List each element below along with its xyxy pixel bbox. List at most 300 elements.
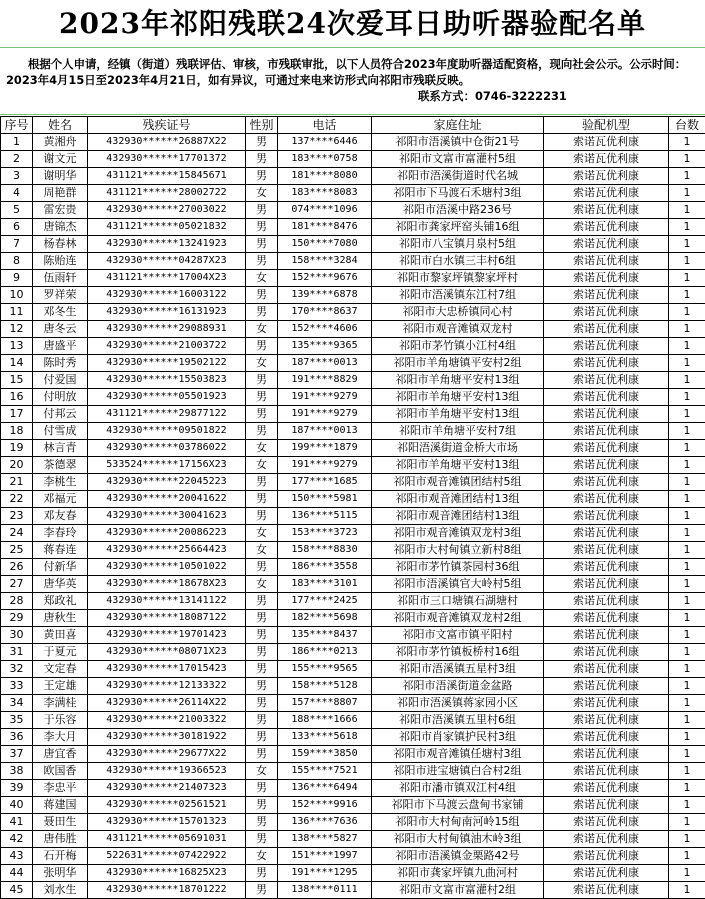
cell-phone: 181****8080 bbox=[278, 168, 372, 185]
col-header-count: 台数 bbox=[669, 117, 705, 134]
cell-address: 祁阳市浯溪镇金栗路42号 bbox=[372, 848, 544, 865]
cell-name: 周艳群 bbox=[33, 185, 88, 202]
cell-count: 1 bbox=[669, 474, 705, 491]
cell-count: 1 bbox=[669, 321, 705, 338]
cell-index: 2 bbox=[1, 151, 33, 168]
cell-model: 索诺瓦优利康 bbox=[544, 202, 669, 219]
cell-index: 17 bbox=[1, 406, 33, 423]
cell-count: 1 bbox=[669, 695, 705, 712]
cell-cert-no: 431121******29877122 bbox=[88, 406, 246, 423]
cell-address: 祁阳市茅竹镇板桥村16组 bbox=[372, 644, 544, 661]
cell-index: 7 bbox=[1, 236, 33, 253]
cell-model: 索诺瓦优利康 bbox=[544, 882, 669, 899]
table-row bbox=[1, 253, 705, 270]
table-row bbox=[1, 593, 705, 610]
cell-cert-no: 432930******19701423 bbox=[88, 627, 246, 644]
cell-model: 索诺瓦优利康 bbox=[544, 695, 669, 712]
cell-cert-no: 432930******26114X22 bbox=[88, 695, 246, 712]
table-row bbox=[1, 406, 705, 423]
cell-address: 祁阳市八宝镇月泉村5组 bbox=[372, 236, 544, 253]
table-row bbox=[1, 848, 705, 865]
cell-address: 祁阳市茅竹镇小江村4组 bbox=[372, 338, 544, 355]
cell-gender: 女 bbox=[246, 848, 278, 865]
table-row bbox=[1, 151, 705, 168]
cell-gender: 男 bbox=[246, 168, 278, 185]
cell-gender: 女 bbox=[246, 355, 278, 372]
cell-cert-no: 431121******15845671 bbox=[88, 168, 246, 185]
cell-cert-no: 432930******25664423 bbox=[88, 542, 246, 559]
cell-gender: 男 bbox=[246, 814, 278, 831]
cell-model: 索诺瓦优利康 bbox=[544, 848, 669, 865]
cell-address: 祁阳市龚家坪窑头铺16组 bbox=[372, 219, 544, 236]
cell-gender: 男 bbox=[246, 202, 278, 219]
cell-cert-no: 522631******07422922 bbox=[88, 848, 246, 865]
cell-gender: 男 bbox=[246, 831, 278, 848]
cell-index: 9 bbox=[1, 270, 33, 287]
table-row bbox=[1, 780, 705, 797]
cell-cert-no: 432930******15503823 bbox=[88, 372, 246, 389]
cell-gender: 男 bbox=[246, 627, 278, 644]
table-row bbox=[1, 321, 705, 338]
cell-phone: 191****8829 bbox=[278, 372, 372, 389]
cell-name: 李大月 bbox=[33, 729, 88, 746]
cell-gender: 男 bbox=[246, 695, 278, 712]
cell-name: 唐伟胜 bbox=[33, 831, 88, 848]
cell-address: 祁阳市龚家坪镇九曲河村 bbox=[372, 865, 544, 882]
cell-index: 11 bbox=[1, 304, 33, 321]
cell-count: 1 bbox=[669, 457, 705, 474]
cell-gender: 男 bbox=[246, 678, 278, 695]
page-title: 2023年祁阳残联24次爱耳日助听器验配名单 bbox=[0, 0, 705, 48]
cell-address: 祁阳市文富市镇平阳村 bbox=[372, 627, 544, 644]
cell-name: 邓福元 bbox=[33, 491, 88, 508]
table-row bbox=[1, 559, 705, 576]
cell-gender: 男 bbox=[246, 559, 278, 576]
cell-cert-no: 432930******18678X23 bbox=[88, 576, 246, 593]
cell-cert-no: 432930******30181922 bbox=[88, 729, 246, 746]
cell-phone: 152****4606 bbox=[278, 321, 372, 338]
cell-address: 祁阳市羊角塘平安村13组 bbox=[372, 389, 544, 406]
cell-index: 42 bbox=[1, 831, 33, 848]
cell-address: 祁阳市羊角塘镇平安村2组 bbox=[372, 355, 544, 372]
cell-model: 索诺瓦优利康 bbox=[544, 525, 669, 542]
cell-name: 刘水生 bbox=[33, 882, 88, 899]
cell-address: 祁阳浯溪街道金桥大市场 bbox=[372, 440, 544, 457]
cell-index: 34 bbox=[1, 695, 33, 712]
cell-name: 罗祥荣 bbox=[33, 287, 88, 304]
cell-phone: 135****9365 bbox=[278, 338, 372, 355]
cell-phone: 186****0213 bbox=[278, 644, 372, 661]
cell-count: 1 bbox=[669, 712, 705, 729]
cell-phone: 199****1879 bbox=[278, 440, 372, 457]
col-header-name: 姓名 bbox=[33, 117, 88, 134]
table-row bbox=[1, 304, 705, 321]
cell-model: 索诺瓦优利康 bbox=[544, 644, 669, 661]
cell-name: 付雪成 bbox=[33, 423, 88, 440]
table-row bbox=[1, 389, 705, 406]
cell-name: 蒋建国 bbox=[33, 797, 88, 814]
cell-index: 18 bbox=[1, 423, 33, 440]
cell-address: 祁阳市观音滩镇双龙村3组 bbox=[372, 525, 544, 542]
cell-address: 祁阳市羊角塘平安村13组 bbox=[372, 457, 544, 474]
cell-name: 黄湘舟 bbox=[33, 134, 88, 151]
table-row bbox=[1, 270, 705, 287]
cell-model: 索诺瓦优利康 bbox=[544, 610, 669, 627]
cell-count: 1 bbox=[669, 644, 705, 661]
cell-cert-no: 432930******18701222 bbox=[88, 882, 246, 899]
cell-index: 21 bbox=[1, 474, 33, 491]
cell-count: 1 bbox=[669, 287, 705, 304]
cell-model: 索诺瓦优利康 bbox=[544, 831, 669, 848]
cell-cert-no: 432930******15701323 bbox=[88, 814, 246, 831]
cell-name: 石开梅 bbox=[33, 848, 88, 865]
cell-phone: 151****1997 bbox=[278, 848, 372, 865]
cell-cert-no: 432930******13241923 bbox=[88, 236, 246, 253]
cell-cert-no: 432930******19502122 bbox=[88, 355, 246, 372]
cell-cert-no: 432930******16003122 bbox=[88, 287, 246, 304]
cell-phone: 186****3558 bbox=[278, 559, 372, 576]
cell-phone: 177****2425 bbox=[278, 593, 372, 610]
cell-model: 索诺瓦优利康 bbox=[544, 678, 669, 695]
table-row bbox=[1, 185, 705, 202]
cell-cert-no: 432930******30041623 bbox=[88, 508, 246, 525]
cell-index: 26 bbox=[1, 559, 33, 576]
cell-model: 索诺瓦优利康 bbox=[544, 491, 669, 508]
cell-count: 1 bbox=[669, 559, 705, 576]
cell-model: 索诺瓦优利康 bbox=[544, 372, 669, 389]
cell-cert-no: 432930******12133322 bbox=[88, 678, 246, 695]
cell-count: 1 bbox=[669, 780, 705, 797]
cell-count: 1 bbox=[669, 729, 705, 746]
table-row bbox=[1, 423, 705, 440]
cell-phone: 139****6878 bbox=[278, 287, 372, 304]
cell-index: 44 bbox=[1, 865, 33, 882]
cell-gender: 女 bbox=[246, 270, 278, 287]
cell-address: 祁阳市潘市镇双江村4组 bbox=[372, 780, 544, 797]
notice-block bbox=[0, 48, 705, 115]
table-row bbox=[1, 644, 705, 661]
cell-model: 索诺瓦优利康 bbox=[544, 389, 669, 406]
table-row bbox=[1, 627, 705, 644]
cell-name: 唐冬云 bbox=[33, 321, 88, 338]
cell-name: 于乐容 bbox=[33, 712, 88, 729]
cell-gender: 男 bbox=[246, 661, 278, 678]
cell-address: 祁阳市观音滩镇双龙村2组 bbox=[372, 610, 544, 627]
table-row bbox=[1, 236, 705, 253]
cell-index: 39 bbox=[1, 780, 33, 797]
cell-name: 蒋春连 bbox=[33, 542, 88, 559]
cell-address: 祁阳市茅竹镇茶园村36组 bbox=[372, 559, 544, 576]
cell-address: 祁阳市浯溪街道金盆路 bbox=[372, 678, 544, 695]
cell-gender: 男 bbox=[246, 729, 278, 746]
cell-address: 祁阳市浯溪镇东江村7组 bbox=[372, 287, 544, 304]
cell-model: 索诺瓦优利康 bbox=[544, 287, 669, 304]
cell-gender: 男 bbox=[246, 797, 278, 814]
cell-gender: 男 bbox=[246, 712, 278, 729]
cell-phone: 135****8437 bbox=[278, 627, 372, 644]
cell-name: 唐秋生 bbox=[33, 610, 88, 627]
cell-index: 8 bbox=[1, 253, 33, 270]
cell-name: 唐锦杰 bbox=[33, 219, 88, 236]
cell-cert-no: 431121******05021832 bbox=[88, 219, 246, 236]
cell-index: 15 bbox=[1, 372, 33, 389]
table-row bbox=[1, 729, 705, 746]
cell-phone: 177****1685 bbox=[278, 474, 372, 491]
cell-gender: 男 bbox=[246, 406, 278, 423]
cell-address: 祁阳市浯溪镇五星村3组 bbox=[372, 661, 544, 678]
cell-gender: 男 bbox=[246, 287, 278, 304]
cell-address: 祁阳市大村甸镇油木岭3组 bbox=[372, 831, 544, 848]
table-row bbox=[1, 831, 705, 848]
cell-cert-no: 432930******21407323 bbox=[88, 780, 246, 797]
cell-name: 李满桂 bbox=[33, 695, 88, 712]
cell-name: 唐盛平 bbox=[33, 338, 88, 355]
cell-model: 索诺瓦优利康 bbox=[544, 559, 669, 576]
cell-cert-no: 432930******20041622 bbox=[88, 491, 246, 508]
cell-cert-no: 432930******26887X22 bbox=[88, 134, 246, 151]
cell-address: 祁阳市下马渡云盘甸书家铺 bbox=[372, 797, 544, 814]
cell-phone: 138****0111 bbox=[278, 882, 372, 899]
cell-address: 祁阳市大忠桥镇同心村 bbox=[372, 304, 544, 321]
cell-phone: 150****5981 bbox=[278, 491, 372, 508]
cell-gender: 女 bbox=[246, 525, 278, 542]
cell-index: 13 bbox=[1, 338, 33, 355]
cell-index: 25 bbox=[1, 542, 33, 559]
cell-address: 祁阳市观音滩团结村13组 bbox=[372, 491, 544, 508]
table-row bbox=[1, 355, 705, 372]
cell-count: 1 bbox=[669, 763, 705, 780]
cell-address: 祁阳市文富市富灌村5组 bbox=[372, 151, 544, 168]
table-row bbox=[1, 678, 705, 695]
cell-count: 1 bbox=[669, 831, 705, 848]
cell-name: 付爱国 bbox=[33, 372, 88, 389]
cell-model: 索诺瓦优利康 bbox=[544, 321, 669, 338]
cell-phone: 182****5698 bbox=[278, 610, 372, 627]
cell-index: 1 bbox=[1, 134, 33, 151]
cell-name: 唐华英 bbox=[33, 576, 88, 593]
cell-phone: 191****9279 bbox=[278, 389, 372, 406]
cell-index: 45 bbox=[1, 882, 33, 899]
cell-address: 祁阳市下马渡石禾塘村3组 bbox=[372, 185, 544, 202]
cell-phone: 187****0013 bbox=[278, 355, 372, 372]
cell-phone: 152****9916 bbox=[278, 797, 372, 814]
cell-address: 祁阳市三口塘镇石湖塘村 bbox=[372, 593, 544, 610]
cell-cert-no: 432930******21003722 bbox=[88, 338, 246, 355]
cell-gender: 男 bbox=[246, 151, 278, 168]
cell-name: 谢文元 bbox=[33, 151, 88, 168]
table-row bbox=[1, 508, 705, 525]
cell-cert-no: 432930******29677X22 bbox=[88, 746, 246, 763]
cell-gender: 女 bbox=[246, 576, 278, 593]
cell-index: 28 bbox=[1, 593, 33, 610]
table-row bbox=[1, 865, 705, 882]
cell-count: 1 bbox=[669, 151, 705, 168]
cell-gender: 男 bbox=[246, 865, 278, 882]
cell-count: 1 bbox=[669, 797, 705, 814]
cell-index: 19 bbox=[1, 440, 33, 457]
cell-model: 索诺瓦优利康 bbox=[544, 780, 669, 797]
cell-phone: 074****1096 bbox=[278, 202, 372, 219]
cell-index: 31 bbox=[1, 644, 33, 661]
cell-phone: 136****5115 bbox=[278, 508, 372, 525]
cell-model: 索诺瓦优利康 bbox=[544, 627, 669, 644]
cell-address: 祁阳市大村甸南河岭15组 bbox=[372, 814, 544, 831]
cell-address: 祁阳市肖家镇护民村3组 bbox=[372, 729, 544, 746]
cell-index: 43 bbox=[1, 848, 33, 865]
cell-name: 付明放 bbox=[33, 389, 88, 406]
cell-phone: 157****8807 bbox=[278, 695, 372, 712]
table-header-row bbox=[1, 117, 705, 134]
cell-name: 林言青 bbox=[33, 440, 88, 457]
cell-name: 唐宜香 bbox=[33, 746, 88, 763]
cell-cert-no: 431121******17004X23 bbox=[88, 270, 246, 287]
cell-cert-no: 432930******08071X23 bbox=[88, 644, 246, 661]
cell-model: 索诺瓦优利康 bbox=[544, 712, 669, 729]
cell-count: 1 bbox=[669, 746, 705, 763]
table-row bbox=[1, 202, 705, 219]
cell-model: 索诺瓦优利康 bbox=[544, 304, 669, 321]
cell-name: 欧国香 bbox=[33, 763, 88, 780]
cell-address: 祁阳市浯溪镇蒋家园小区 bbox=[372, 695, 544, 712]
cell-name: 聂田生 bbox=[33, 814, 88, 831]
cell-phone: 155****7521 bbox=[278, 763, 372, 780]
cell-count: 1 bbox=[669, 848, 705, 865]
cell-model: 索诺瓦优利康 bbox=[544, 338, 669, 355]
cell-model: 索诺瓦优利康 bbox=[544, 457, 669, 474]
cell-index: 3 bbox=[1, 168, 33, 185]
cell-count: 1 bbox=[669, 610, 705, 627]
cell-name: 郑政礼 bbox=[33, 593, 88, 610]
cell-name: 李春玲 bbox=[33, 525, 88, 542]
cell-gender: 男 bbox=[246, 253, 278, 270]
table-row bbox=[1, 695, 705, 712]
cell-phone: 150****7080 bbox=[278, 236, 372, 253]
table-row bbox=[1, 440, 705, 457]
cell-cert-no: 432930******13141122 bbox=[88, 593, 246, 610]
cell-model: 索诺瓦优利康 bbox=[544, 253, 669, 270]
col-header-cert-no: 残疾证号 bbox=[88, 117, 246, 134]
cell-index: 41 bbox=[1, 814, 33, 831]
cell-address: 祁阳市浯溪镇中仓街21号 bbox=[372, 134, 544, 151]
cell-model: 索诺瓦优利康 bbox=[544, 423, 669, 440]
cell-gender: 男 bbox=[246, 338, 278, 355]
cell-cert-no: 432930******16131923 bbox=[88, 304, 246, 321]
table-row bbox=[1, 542, 705, 559]
table-row bbox=[1, 457, 705, 474]
table-row bbox=[1, 576, 705, 593]
cell-phone: 183****3101 bbox=[278, 576, 372, 593]
cell-gender: 男 bbox=[246, 474, 278, 491]
cell-model: 索诺瓦优利康 bbox=[544, 355, 669, 372]
cell-count: 1 bbox=[669, 814, 705, 831]
cell-gender: 男 bbox=[246, 644, 278, 661]
cell-address: 祁阳市大村甸镇立新村8组 bbox=[372, 542, 544, 559]
cell-cert-no: 432930******02561521 bbox=[88, 797, 246, 814]
cell-count: 1 bbox=[669, 678, 705, 695]
cell-name: 雷宏贵 bbox=[33, 202, 88, 219]
cell-gender: 男 bbox=[246, 780, 278, 797]
cell-name: 陈贻连 bbox=[33, 253, 88, 270]
cell-index: 20 bbox=[1, 457, 33, 474]
cell-phone: 138****5827 bbox=[278, 831, 372, 848]
cell-phone: 187****0013 bbox=[278, 423, 372, 440]
cell-phone: 133****5618 bbox=[278, 729, 372, 746]
cell-gender: 女 bbox=[246, 457, 278, 474]
cell-cert-no: 533524******17156X23 bbox=[88, 457, 246, 474]
cell-count: 1 bbox=[669, 134, 705, 151]
cell-phone: 158****5128 bbox=[278, 678, 372, 695]
cell-phone: 159****3850 bbox=[278, 746, 372, 763]
cell-index: 5 bbox=[1, 202, 33, 219]
table-row bbox=[1, 814, 705, 831]
cell-phone: 137****6446 bbox=[278, 134, 372, 151]
cell-count: 1 bbox=[669, 372, 705, 389]
cell-name: 谢明华 bbox=[33, 168, 88, 185]
cell-gender: 男 bbox=[246, 882, 278, 899]
table-row bbox=[1, 287, 705, 304]
table-row bbox=[1, 338, 705, 355]
cell-address: 祁阳市黎家坪镇黎家坪村 bbox=[372, 270, 544, 287]
cell-name: 邓冬生 bbox=[33, 304, 88, 321]
cell-model: 索诺瓦优利康 bbox=[544, 814, 669, 831]
cell-cert-no: 432930******03786022 bbox=[88, 440, 246, 457]
cell-phone: 183****0758 bbox=[278, 151, 372, 168]
cell-gender: 男 bbox=[246, 304, 278, 321]
notice-text: 根据个人申请，经镇（街道）残联评估、审核，市残联审批，以下人员符合2023年度助听器适配资格，现向社会公示。公示时间：2023年4月15日至2023年4月21日，如有异议，可通过来电来访形式向祁阳市残联反映。 bbox=[6, 57, 687, 87]
table-row bbox=[1, 525, 705, 542]
cell-gender: 男 bbox=[246, 372, 278, 389]
cell-index: 29 bbox=[1, 610, 33, 627]
cell-address: 祁阳市羊角塘平安村7组 bbox=[372, 423, 544, 440]
cell-gender: 男 bbox=[246, 491, 278, 508]
cell-gender: 男 bbox=[246, 593, 278, 610]
cell-index: 38 bbox=[1, 763, 33, 780]
col-header-phone: 电话 bbox=[278, 117, 372, 134]
cell-model: 索诺瓦优利康 bbox=[544, 661, 669, 678]
cell-cert-no: 432930******29088931 bbox=[88, 321, 246, 338]
table-row bbox=[1, 746, 705, 763]
cell-index: 4 bbox=[1, 185, 33, 202]
cell-cert-no: 432930******16825X23 bbox=[88, 865, 246, 882]
cell-name: 于夏元 bbox=[33, 644, 88, 661]
cell-name: 付邦云 bbox=[33, 406, 88, 423]
cell-index: 37 bbox=[1, 746, 33, 763]
table-row bbox=[1, 491, 705, 508]
cell-model: 索诺瓦优利康 bbox=[544, 236, 669, 253]
cell-phone: 158****3284 bbox=[278, 253, 372, 270]
cell-gender: 女 bbox=[246, 185, 278, 202]
cell-cert-no: 432930******09501822 bbox=[88, 423, 246, 440]
cell-index: 14 bbox=[1, 355, 33, 372]
cell-gender: 男 bbox=[246, 389, 278, 406]
cell-address: 祁阳市进宝塘镇白合村2组 bbox=[372, 763, 544, 780]
cell-gender: 女 bbox=[246, 542, 278, 559]
cell-index: 6 bbox=[1, 219, 33, 236]
table-row bbox=[1, 372, 705, 389]
cell-gender: 男 bbox=[246, 219, 278, 236]
cell-address: 祁阳市观音滩镇团结村5组 bbox=[372, 474, 544, 491]
cell-count: 1 bbox=[669, 525, 705, 542]
cell-model: 索诺瓦优利康 bbox=[544, 746, 669, 763]
cell-name: 文定春 bbox=[33, 661, 88, 678]
cell-count: 1 bbox=[669, 491, 705, 508]
cell-count: 1 bbox=[669, 508, 705, 525]
table-row bbox=[1, 712, 705, 729]
cell-gender: 男 bbox=[246, 423, 278, 440]
cell-phone: 191****9279 bbox=[278, 406, 372, 423]
cell-index: 22 bbox=[1, 491, 33, 508]
cell-model: 索诺瓦优利康 bbox=[544, 542, 669, 559]
